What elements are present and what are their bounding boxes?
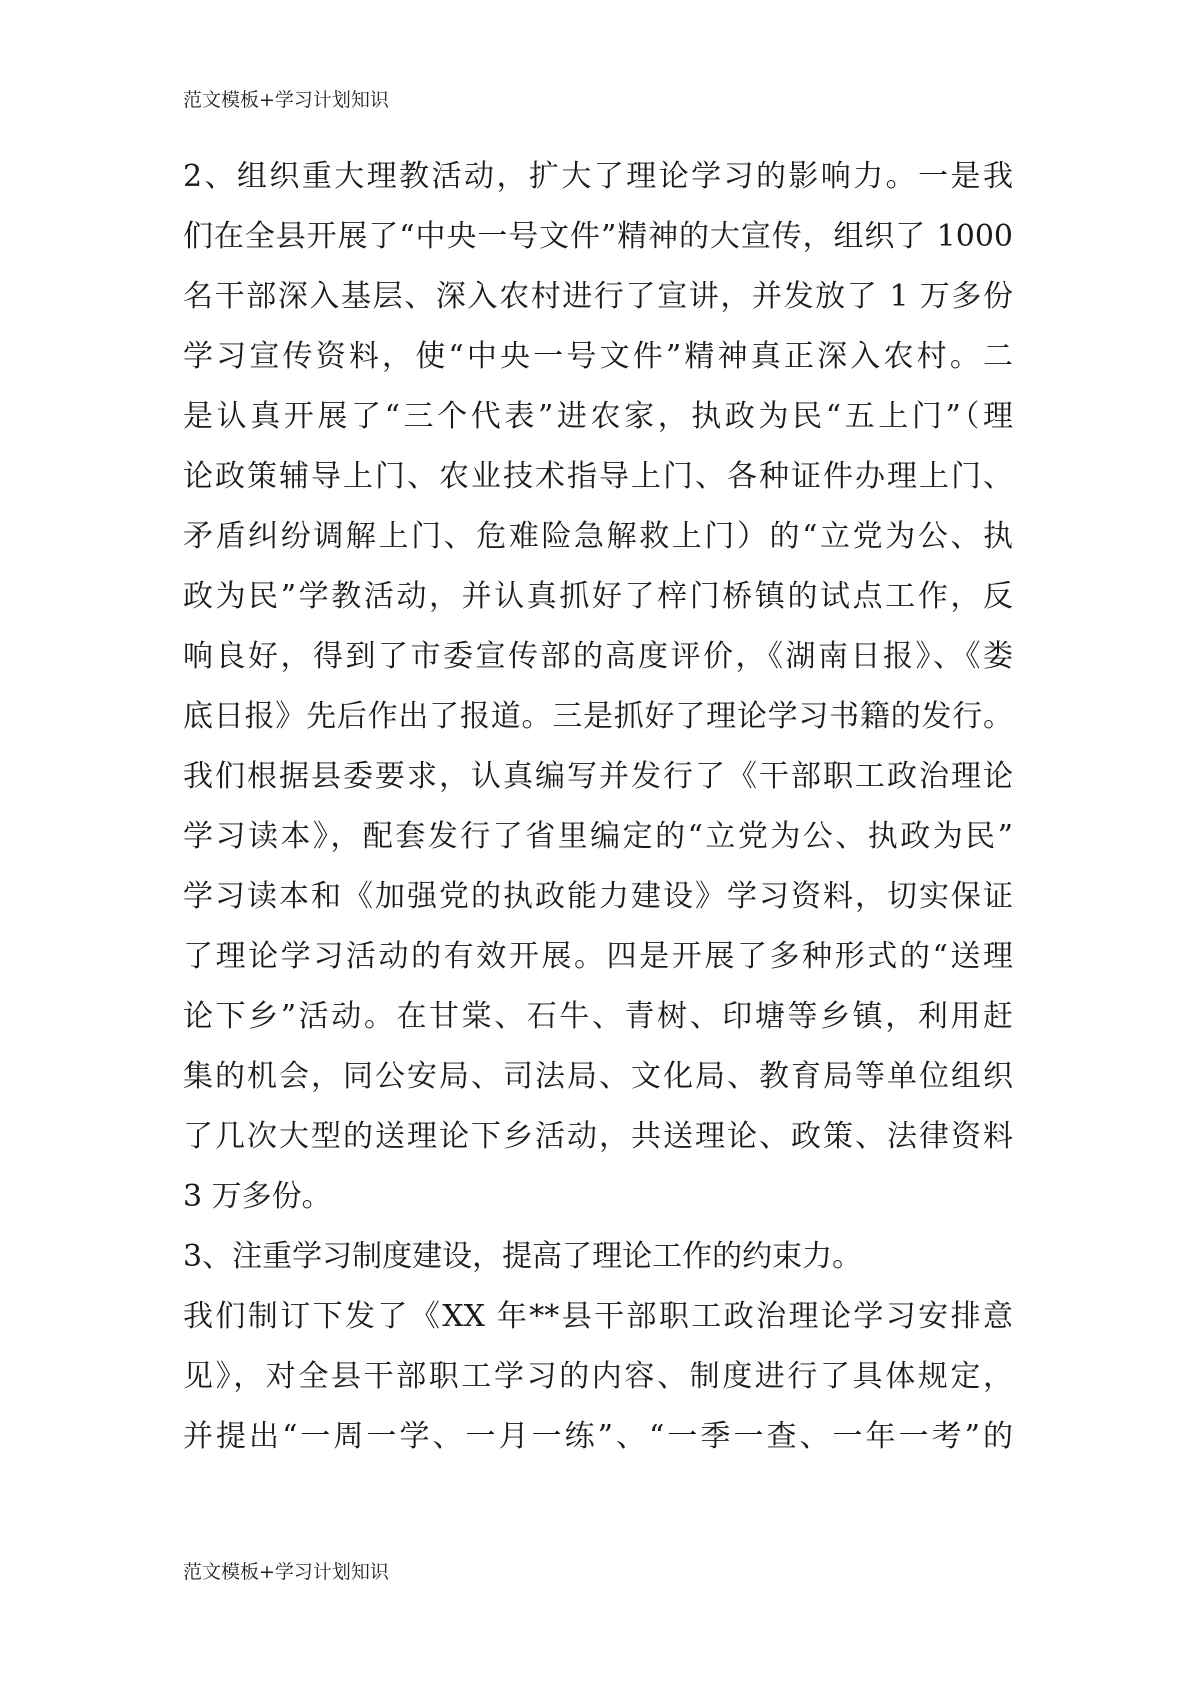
text-line: 见》，对全县干部职工学习的内容、制度进行了具体规定， [183,1359,1013,1394]
text-line: 论政策辅导上门、农业技术指导上门、各种证件办理上门、 [183,459,1013,494]
text-line: 学习读本和《加强党的执政能力建设》学习资料，切实保证 [183,879,1013,914]
text-line: 矛盾纠纷调解上门、危难险急解救上门）的“立党为公、执 [183,519,1013,554]
body-text [183,147,1013,1467]
text-line: 集的机会，同公安局、司法局、文化局、教育局等单位组织 [183,1059,1013,1094]
text-line: 论下乡”活动。在甘棠、石牛、青树、印塘等乡镇，利用赶 [183,999,1013,1034]
text-line: 并提出“一周一学、一月一练”、“一季一查、一年一考”的 [183,1419,1013,1454]
text-line: 3 万多份。 [183,1179,332,1214]
section-heading: 3、注重学习制度建设，提高了理论工作的约束力。 [183,1239,863,1274]
text-line: 2、组织重大理教活动，扩大了理论学习的影响力。一是我 [183,159,1013,194]
text-line: 学习宣传资料，使“中央一号文件”精神真正深入农村。二 [183,339,1013,374]
text-line: 响良好，得到了市委宣传部的高度评价，《湖南日报》、《娄 [183,639,1013,674]
page-footer: 范文模板+学习计划知识 [183,1561,389,1583]
text-line: 底日报》先后作出了报道。三是抓好了理论学习书籍的发行。 [183,699,1013,734]
text-line: 我们根据县委要求，认真编写并发行了《干部职工政治理论 [183,759,1013,794]
text-line: 名干部深入基层、深入农村进行了宣讲，并发放了 1 万多份 [183,279,1013,314]
text-line: 政为民”学教活动，并认真抓好了梓门桥镇的试点工作，反 [183,579,1013,614]
text-line: 是认真开展了“三个代表”进农家，执政为民“五上门”（理 [183,399,1013,434]
text-line: 学习读本》，配套发行了省里编定的“立党为公、执政为民” [183,819,1013,854]
text-line: 们在全县开展了“中央一号文件”精神的大宣传，组织了 1000 [183,219,1013,254]
text-line: 了理论学习活动的有效开展。四是开展了多种形式的“送理 [183,939,1013,974]
page-header: 范文模板+学习计划知识 [183,89,389,111]
text-line: 我们制订下发了《XX 年**县干部职工政治理论学习安排意 [183,1299,1013,1334]
text-line: 了几次大型的送理论下乡活动，共送理论、政策、法律资料 [183,1119,1013,1154]
